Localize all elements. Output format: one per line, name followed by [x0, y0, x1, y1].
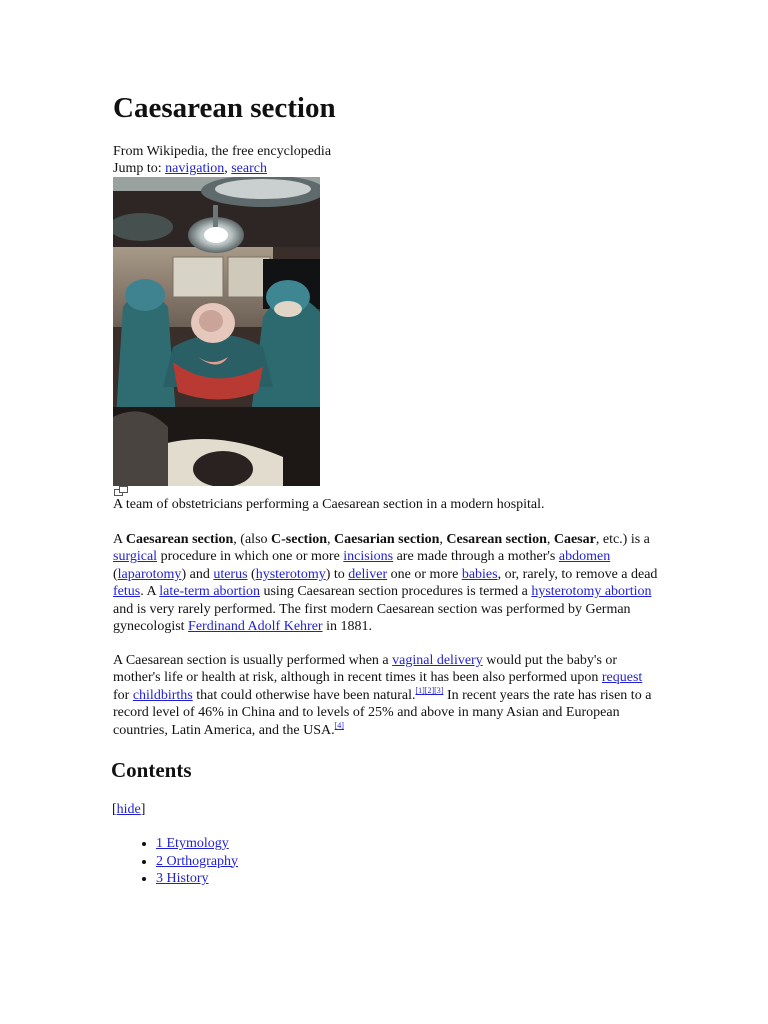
link-uterus[interactable]: uterus — [213, 566, 248, 582]
jump-navigation-link[interactable]: navigation — [165, 161, 225, 176]
ref-4[interactable]: [4] — [334, 720, 344, 730]
link-request[interactable]: request — [601, 670, 643, 686]
bold-term: Cesarean section — [446, 532, 547, 547]
link-incisions[interactable]: incisions — [343, 549, 394, 565]
text: , (also — [233, 532, 272, 547]
text: ( — [113, 566, 118, 582]
text: in 1881. — [322, 619, 372, 635]
text: ) to — [325, 566, 349, 582]
surgery-photo[interactable] — [113, 177, 320, 486]
ref-2[interactable]: [2] — [424, 685, 435, 695]
text: would put the baby's or mother's life or health at risk, although in recent times it has been also performed upon — [113, 653, 618, 686]
link-hysterotomy-abortion[interactable]: hysterotomy abortion — [531, 584, 652, 600]
text: ) and — [181, 566, 214, 582]
jump-search-link[interactable]: search — [231, 161, 267, 176]
text: are made through a mother's — [393, 549, 559, 565]
text: A Caesarean section is usually performed when a — [113, 653, 393, 668]
bracket: ] — [140, 802, 146, 817]
bold-term: C-section — [271, 532, 328, 547]
toc-item — [156, 870, 238, 888]
ref-1[interactable]: [1] — [415, 685, 425, 695]
text: one or more — [387, 566, 462, 582]
article-subheader — [113, 143, 331, 177]
text: for — [113, 687, 133, 703]
ref-group — [335, 721, 344, 730]
link-abdomen[interactable]: abdomen — [558, 549, 611, 565]
text: , or, rarely, to remove a dead — [497, 566, 658, 582]
toc-toggle — [112, 801, 145, 818]
text: A — [113, 532, 126, 547]
text: that could otherwise have been natural. — [192, 687, 416, 703]
photo-caption: A team of obstetricians performing a Caesarean section in a modern hospital. — [113, 497, 545, 512]
second-paragraph — [113, 652, 658, 739]
text: , etc.) is a — [595, 532, 650, 547]
link-surgical[interactable]: surgical — [113, 549, 158, 565]
contents-heading: Contents — [111, 758, 192, 782]
link-babies[interactable]: babies — [461, 566, 498, 582]
jump-links — [113, 160, 331, 177]
link-late-term-abortion[interactable]: late-term abortion — [159, 584, 260, 600]
toc-list — [113, 835, 238, 888]
link-deliver[interactable]: deliver — [348, 566, 388, 582]
text: , — [546, 532, 554, 547]
bold-term: Caesar — [553, 532, 596, 547]
text: using Caesarean section procedures is termed a — [259, 584, 532, 600]
link-childbirths[interactable]: childbirths — [132, 687, 193, 703]
link-fetus[interactable]: fetus — [113, 584, 141, 600]
surgery-photo-illustration — [113, 177, 320, 486]
intro-paragraph — [113, 531, 658, 635]
link-ferdinand-kehrer[interactable]: Ferdinand Adolf Kehrer — [188, 619, 323, 635]
ref-group — [415, 686, 443, 695]
ref-3[interactable]: [3] — [434, 685, 444, 695]
link-hysterotomy[interactable]: hysterotomy — [255, 566, 326, 582]
jump-separator: , — [224, 161, 232, 176]
toc-item — [156, 835, 238, 853]
bold-term: Caesarian section — [334, 532, 440, 547]
text: . A — [140, 584, 160, 600]
text: , — [327, 532, 335, 547]
toc-hide-link[interactable]: hide — [116, 802, 141, 817]
site-subtitle: From Wikipedia, the free encyclopedia — [113, 144, 332, 159]
bold-term: Caesarean section — [125, 532, 234, 547]
jump-label: Jump to: — [113, 161, 166, 176]
text: procedure in which one or more — [157, 549, 344, 565]
link-laparotomy[interactable]: laparotomy — [117, 566, 182, 582]
text: ( — [247, 566, 256, 582]
toc-link-orthography[interactable]: 2 Orthography — [156, 853, 239, 869]
bracket: [ — [112, 802, 117, 817]
toc-link-etymology[interactable]: 1 Etymology — [156, 836, 229, 851]
magnify-clip-icon[interactable] — [114, 486, 128, 496]
link-vaginal-delivery[interactable]: vaginal delivery — [392, 653, 483, 668]
toc-link-history[interactable]: 3 History — [156, 871, 209, 886]
page-title: Caesarean section — [113, 92, 336, 124]
text: and is very rarely performed. The first modern Caesarean section was performed by German gynecologist — [113, 601, 631, 635]
text: In recent years the rate has risen to a record level of 46% in China and to levels of 25% and above in many Asian and European countries, Latin America, and the USA. — [113, 687, 652, 738]
text: , — [439, 532, 447, 547]
toc-item — [156, 853, 238, 871]
